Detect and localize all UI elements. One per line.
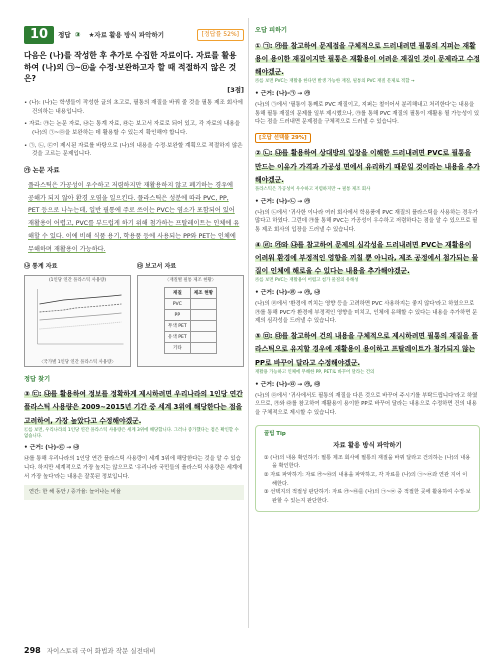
option-1-reason-heading: • 근거: (나)-㉠ → ㉮ (255, 91, 311, 98)
stat-chart-caption: 〈국가별 1인당 연간 플라스틱 사용량〉 (39, 359, 116, 365)
option-block-2 (255, 127, 480, 235)
table-header: 제조 현황 (190, 288, 216, 299)
stat-chart-title: (1인당 연간 플라스틱 사용량) (48, 277, 107, 283)
option-5-note: 재활용 가능하고 인체에 무해한 PP, PET로 바꾸어 달라는 건의 (255, 369, 375, 375)
report-table (164, 287, 217, 354)
option-block-4 (255, 239, 480, 326)
stat-chart-lines (25, 284, 130, 354)
table-cell (190, 332, 216, 343)
option-1-note: ㉮를 보면 PVC는 재활용 한다면 발생 가능한 재질, 필통의 PVC 재질 문제로 적합 → (255, 79, 415, 85)
option-5-text: ⑤ ㉤: ㉰를 참고하여 건의 내용을 구체적으로 제시하려면 필통의 재질을 플라스틱으로 유지할 경우에 재활용이 용이하고 프탈레이트가 첨가되지 않는 PP로 바꾸어 달라고 수정해야겠군. (255, 332, 479, 367)
question-text: 다음은 (나)를 작성한 후 추가로 수집한 자료이다. 자료를 활용하여 (나)의 ㉠~㉤을 수정·보완하고자 할 때 적절하지 않은 것은? (24, 51, 237, 84)
stat-figure-label: ㉯ 통계 자료 (24, 263, 58, 271)
answer-label: 정답 (58, 30, 71, 39)
question-type: ★자료 활용 방식 파악하기 (88, 30, 164, 39)
table-header: 재질 (164, 288, 190, 299)
tip-title: 자료 활용 방식 파악하기 (333, 440, 402, 449)
question-number: 10 (24, 26, 54, 44)
answer-value: ③ (74, 30, 81, 39)
question-header (24, 26, 244, 44)
option-2 (255, 147, 480, 192)
table-cell: 유색 PET (164, 332, 190, 343)
answer-note: ㉢를 보면, 우리나라의 1인당 연간 플라스틱 사용량은 세계 3위에 해당합니다. 그러나 증가했다는 점은 확인할 수 없습니다. (24, 427, 239, 439)
condition-item: • (나): (나)는 학생들이 작성한 글의 초고로, 필통의 재질을 바꿔 줄 것을 필통 제조 회사에 건의하는 내용입니다. (24, 100, 243, 115)
report-caption: 〈재질별 필통 제조 현황〉 (164, 277, 217, 283)
stat-figure (24, 262, 131, 366)
wrong-rate-badge: [오답 선택률 29%] (255, 133, 311, 143)
tip-box (255, 425, 480, 512)
column-divider (248, 18, 249, 628)
option-1 (255, 40, 480, 85)
option-4-note: ㉮를 보면 PVC는 재활용이 어렵고 첨가 물질의 유해성 (255, 278, 359, 284)
table-cell: 무색 PET (164, 321, 190, 332)
table-cell: PVC (164, 299, 190, 310)
stat-chart-box (24, 275, 131, 367)
question-points: [3점] (227, 86, 244, 95)
table-cell: 기타 (164, 343, 190, 354)
correct-rate-badge: [정답률 52%] (197, 29, 244, 40)
answer-reason-heading: • 근거: (나)-㉢ → ㉯ (24, 445, 80, 452)
report-figure-label: ㉰ 보고서 자료 (137, 263, 177, 271)
table-cell (190, 299, 216, 310)
vocab-box: 연간: 한 해 동안 / 증가율: 늘어나는 비율 (24, 485, 244, 499)
tip-item: ③ 선택지의 적절성 판단하기: 자료 ㉮~㉰를 (나)의 ㉠~㉤ 중 적절한 곳에 활용하여 수정·보완할 수 있는지 판단한다. (264, 489, 471, 504)
table-cell (190, 343, 216, 354)
tip-item: ① (나)의 내용 확인하기: 필통 제조 회사에 필통의 재질을 바꿔 달라고 건의하는 (나)의 내용을 확인한다. (264, 454, 471, 470)
option-4-reason: (나)의 ㉣에서 '환경에 끼치는 영향 등을 고려하면 PVC 사용하지는 좋지 않다'라고 하였으므로 ㉮를 통해 PVC가 환경에 부정적인 영향을 미치고, 인체에 유해할 수 있다는 내용을 추가하면 문제의 심각성을 드러낼 수 있습니다. (255, 301, 478, 325)
option-5-reason: (나)의 ㉤에서 '귀사에서도 필통의 재질을 다른 것으로 바꾸어 주시기를 부탁드립니다'라고 하였으므로, ㉮와 ㉰를 참고하여 재활용이 용이한 PP로 바꾸어 달라는 내용으로 수정하면 건의 내용을 구체적으로 제시할 수 있습니다. (255, 392, 478, 416)
page-number: 298 (24, 645, 41, 655)
table-cell (190, 310, 216, 321)
option-block-5 (255, 330, 480, 417)
option-1-text: ① ㉠: ㉮를 참고하여 문제점을 구체적으로 드러내려면 필통의 지퍼는 재활용이 용이한 재질이지만 필통은 재활용이 어려운 재질인 것이 문제라고 수정해야겠군. (255, 41, 480, 77)
option-4 (255, 239, 480, 284)
table-cell (190, 321, 216, 332)
tip-tag: 꿀팁 Tip (264, 431, 286, 438)
answer-option-text: ③ ㉢: ㉯를 활용하여 정보를 정확하게 제시하려면 우리나라의 1인당 연간 플라스틱 사용량은 2009~2015년 기간 중 세계 3위에 해당한다는 점을 고려하여, 가장 높았다고 수정해야겠군. (24, 390, 243, 425)
option-2-text: ② ㉡: ㉯를 활용하여 상대방의 입장을 이해한 드러내려면 PVC로 필통을 만드는 이유가 가격과 가공성 면에서 유리하기 때문일 것이라는 내용을 추가해야겠군. (255, 149, 480, 184)
option-2-note: 플라스틱은 가공성이 우수하고 저렴하지만 → 필통 제조 회사 (255, 187, 371, 193)
page-footer (24, 645, 155, 657)
wrong-answer-mark: 오답 피하기 (255, 27, 288, 34)
right-column (255, 18, 480, 512)
book-title: 자이스토리 국어 화법과 작문 실전대비 (46, 646, 156, 655)
condition-item: • 자료: ㉮는 논문 자료, ㉯는 통계 자료, ㉰는 보고서 자료로 되어 있고, 각 자료의 내용을 (나)의 ㉠~㉤을 보완하는 데 활용할 수 있는지 확인해야 합니다. (24, 121, 241, 137)
answer-mark: 정답 찾기 (24, 375, 51, 383)
option-1-reason: (나)의 ㉠에서 '필통이 통째로 PVC 재질이고, 지퍼는 철이어서 분리해내고 처리한다'는 내용을 통해 필통 재질의 문제를 일부 제시했으나, ㉮를 통해 PVC 재질의 필통이 재활용 될 가능성이 있다는 점을 드러내면 문제점을 구체적으로 드러낼 수 있습니다. (255, 102, 480, 126)
table-cell: PP (164, 310, 190, 321)
option-5 (255, 330, 480, 375)
option-2-reason-heading: • 근거: (나)-㉡ → ㉮ (255, 198, 311, 205)
option-4-text: ④ ㉣: ㉮와 ㉯를 참고하여 문제의 심각성을 드러내려면 PVC는 재활용이 어려워 환경에 부정적인 영향을 끼칠 뿐 아니라, 제조 공정에서 첨가되는 물질이 인체에 해로울 수 있다는 내용을 추가해야겠군. (255, 240, 479, 276)
section-a-text: 플라스틱은 가공성이 우수하고 저렴하지만 재활용하지 않고 폐기하는 경우에 공해가 되지 않아 환경 오염을 일으킨다. 플라스틱은 성분에 따라 PVC, PP, PET 등으로 나누는데, 일반 필통에 주로 쓰이는 PVC는 염소가 포함되어 있어 재활용이 어렵고, PVC를 부드럽게 하기 위해 첨가하는 프탈레이트는 인체에 유해할 수 있다. 이에 비해 식품 용기, 학용품 등에 사용되는 PP와 PET는 인체에 무해하며 재활용이 가능하다. (28, 181, 240, 253)
option-2-reason: (나)의 ㉡에서 '귀사한 이나라 여러 회사에서 학용품에 PVC 재질의 플라스틱을 사용하는 경우가 많다고 하였다. 그런데 ㉮를 통해 PVC는 가공성이 우수하고 저렴하다는 점을 알 수 있으므로 필통 제조 회사의 입장을 드러낼 수 있습니다. (255, 209, 478, 234)
tip-item: ② 자료 파악하기: 자료 ㉮~㉰의 내용을 파악하고, 각 자료를 (나)의 ㉠~㉤과 연관 지어 이해한다. (264, 471, 468, 487)
option-block-1 (255, 40, 480, 127)
report-figure (137, 262, 244, 366)
answer-reason: ㉯를 통해 우리나라의 1인당 연간 플라스틱 사용량이 세계 3위에 해당한다는 것을 알 수 있습니다. 하지만 세계적으로 가장 높지는 않으므로 '우리나라 국민들의 플라스틱 사용량은 세계에서 가장 높다'라는 내용은 잘못된 정보입니다. (24, 456, 243, 480)
condition-item: • ㉠, ㉡, ㉢이 제시된 자료를 바탕으로 (나)의 내용을 수정·보완할 계획으로 적절하지 않은 것을 고르는 문제입니다. (24, 142, 243, 158)
option-5-reason-heading: • 근거: (나)-㉤ → ㉮, ㉰ (255, 381, 321, 388)
left-column (24, 18, 244, 500)
section-a-label: ㉮ 논문 자료 (24, 166, 60, 175)
option-4-reason-heading: • 근거: (나)-㉣ → ㉮, ㉯ (255, 290, 321, 297)
figures-row (24, 262, 244, 366)
report-table-box (137, 275, 244, 367)
section-a-passage (24, 180, 244, 256)
answer-option (24, 388, 244, 439)
